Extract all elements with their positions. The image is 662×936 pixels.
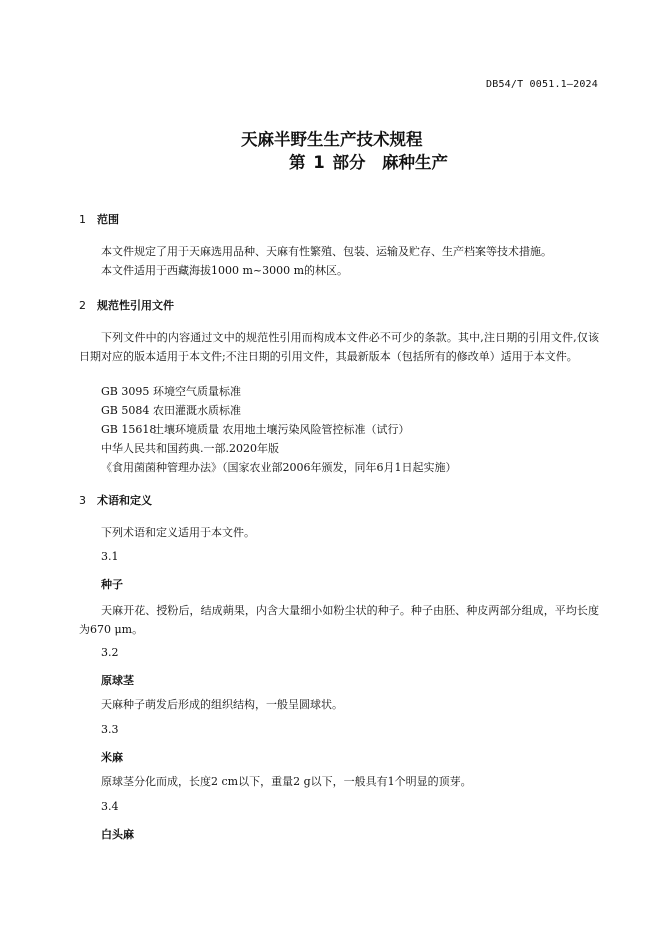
term-definition: 天麻种子萌发后形成的组织结构，一般呈圆球状。	[101, 698, 343, 711]
reference-code: GB 3095	[101, 385, 150, 398]
term-name: 白头麻	[101, 828, 134, 841]
section-title: 规范性引用文件	[97, 299, 174, 312]
section-heading-normative	[79, 297, 174, 313]
reference-title: 环境空气质量标准	[153, 385, 241, 398]
term-definition: 天麻开花、授粉后，结成蒴果，内含大量细小如粉尘状的种子。种子由胚、种皮两部分组成，平均长度为670 μm。	[79, 604, 599, 636]
document-code: DB54/T 0051.1—2024	[486, 79, 598, 90]
document-subtitle: 第 1 部分 麻种生产	[289, 153, 448, 172]
reference-regulation: 《食用菌菌种管理办法》（国家农业部2006年颁发，同年6月1日起实施）	[101, 461, 457, 474]
section-number: 1	[79, 213, 86, 226]
term-definition: 原球茎分化而成，长度2 cm以下，重量2 g以下，一般具有1个明显的顶芽。	[101, 775, 472, 788]
section-heading-terms	[79, 492, 152, 508]
section-number: 2	[79, 299, 86, 312]
reference-code: GB 5084	[101, 404, 150, 417]
document-title: 天麻半野生生产技术规程	[241, 130, 423, 149]
term-number: 3.3	[101, 723, 119, 736]
reference-pharmacopoeia: 中华人民共和国药典.一部.2020年版	[101, 442, 279, 455]
scope-paragraph-1: 本文件规定了用于天麻选用品种、天麻有性繁殖、包装、运输及贮存、生产档案等技术措施。	[101, 245, 552, 258]
term-name: 种子	[101, 578, 123, 591]
section-number: 3	[79, 494, 86, 507]
reference-title: 农田灌溉水质标准	[153, 404, 241, 417]
term-number: 3.2	[101, 646, 119, 659]
term-number: 3.4	[101, 800, 119, 813]
reference-item	[101, 421, 410, 437]
section-title: 术语和定义	[97, 494, 152, 507]
normative-intro: 下列文件中的内容通过文中的规范性引用而构成本文件必不可少的条款。其中,注日期的引用文件,仅该日期对应的版本适用于本文件;不注日期的引用文件，其最新版本（包括所有的修改单）适用于本文件。	[79, 331, 599, 363]
term-name: 米麻	[101, 751, 123, 764]
reference-code: GB 15618	[101, 423, 157, 436]
term-number: 3.1	[101, 550, 119, 563]
reference-title: 土壤环境质量 农用地土壤污染风险管控标准（试行）	[153, 423, 410, 436]
terms-intro: 下列术语和定义适用于本文件。	[101, 526, 255, 539]
reference-item	[101, 402, 241, 418]
section-title: 范围	[97, 213, 119, 226]
term-name: 原球茎	[101, 674, 134, 687]
reference-item	[101, 383, 241, 399]
section-heading-scope	[79, 211, 119, 227]
scope-paragraph-2: 本文件适用于西藏海拔1000 m~3000 m的林区。	[101, 264, 349, 277]
